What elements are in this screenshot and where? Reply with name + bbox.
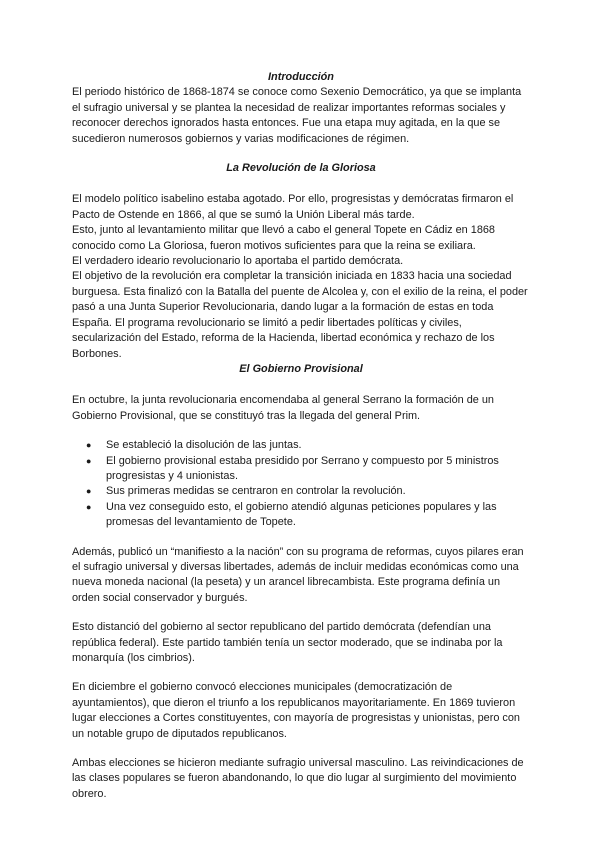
bullet-icon: ● [86,486,92,497]
list-item [86,484,530,499]
document-page [72,70,530,802]
gobierno-paragraph-2: Esto distanció del gobierno al sector republicano del partido demócrata (defendían una república federal). Este partido también tenía un sector moderado, que se indinaba por la monarquía (los cimbrios). [72,621,503,664]
list-item-text: El gobierno provisional estaba presidido por Serrano y compuesto por 5 ministros progresistas y 4 unionistas. [106,454,499,482]
gobierno-bullet-list [72,438,530,530]
gobierno-intro-paragraph: En octubre, la junta revolucionaria encomendaba al general Serrano la formación de un Gobierno Provisional, que se constituyó tras la llegada del general Prim. [72,394,494,422]
bullet-icon: ● [86,501,92,512]
bullet-icon: ● [86,455,92,466]
gloriosa-paragraph-4: El objetivo de la revolución era completar la transición iniciada en 1833 hacia una sociedad burguesa. Esta finalizó con la Batalla del puente de Alcolea y, con el exilio de la reina, el poder pasó a una Junta Superior Revolucionaria, dando lugar a la formación de estas en toda España. El programa revolucionario se limitó a pedir libertades políticas y civiles, secularización del Estado, reforma de la Hacienda, libertad económica y rechazo de los Borbones. [72,270,528,360]
gobierno-heading: El Gobierno Provisional [239,362,363,375]
intro-paragraph: El periodo histórico de 1868-1874 se conoce como Sexenio Democrático, ya que se implanta el sufragio universal y se plantea la necesidad de realizar importantes reformas sociales y reconocer derechos ignorados hasta entonces. Fue una etapa muy agitada, en la que se sucedieron numerosos gobiernos y varias modificaciones de régimen. [72,86,522,145]
gloriosa-paragraph-1: El modelo político isabelino estaba agotado. Por ello, progresistas y demócratas firmaron el Pacto de Ostende en 1866, al que se sumó la Unión Liberal más tarde. [72,193,514,221]
bullet-icon: ● [86,440,92,451]
list-item [86,438,530,453]
list-item-text: Se estableció la disolución de las juntas. [106,439,302,452]
gobierno-paragraph-4: Ambas elecciones se hicieron mediante sufragio universal masculino. Las reivindicaciones de las clases populares se fueron abandonando, lo que dio lugar al surgimiento del movimiento obrero. [72,757,524,800]
intro-heading: Introducción [268,71,334,83]
list-item [86,454,530,485]
list-item-text: Una vez conseguido esto, el gobierno atendió algunas peticiones populares y las promesas del levantamiento de Topete. [106,500,497,529]
gloriosa-paragraph-2: Esto, junto al levantamiento militar que llevó a cabo el general Topete en Cádiz en 1868 conocido como La Gloriosa, fueron motivos suficientes para que la reina se exiliara. [72,224,495,252]
list-item-text: Sus primeras medidas se centraron en controlar la revolución. [106,485,406,498]
gloriosa-paragraph-3: El verdadero ideario revolucionario lo aportaba el partido demócrata. [72,255,404,268]
gobierno-paragraph-3: En diciembre el gobierno convocó elecciones municipales (democratización de ayuntamientos), que dieron el triunfo a los republicanos mayoritariamente. En 1869 tuvieron lugar elecciones a Cortes constituyentes, con mayoría de progresistas y unionistas, pero con un notable grupo de diputados republicanos. [72,681,520,740]
list-item [86,500,530,531]
gloriosa-heading: La Revolución de la Gloriosa [226,162,376,175]
gobierno-paragraph-1: Además, publicó un “manifiesto a la nación” con su programa de reformas, cuyos pilares eran el sufragio universal y diversas libertades, además de incluir medidas económicas como una nueva moneda nacional (la peseta) y un arancel librecambista. Este programa definía un orden social conservador y burgués. [72,545,524,604]
